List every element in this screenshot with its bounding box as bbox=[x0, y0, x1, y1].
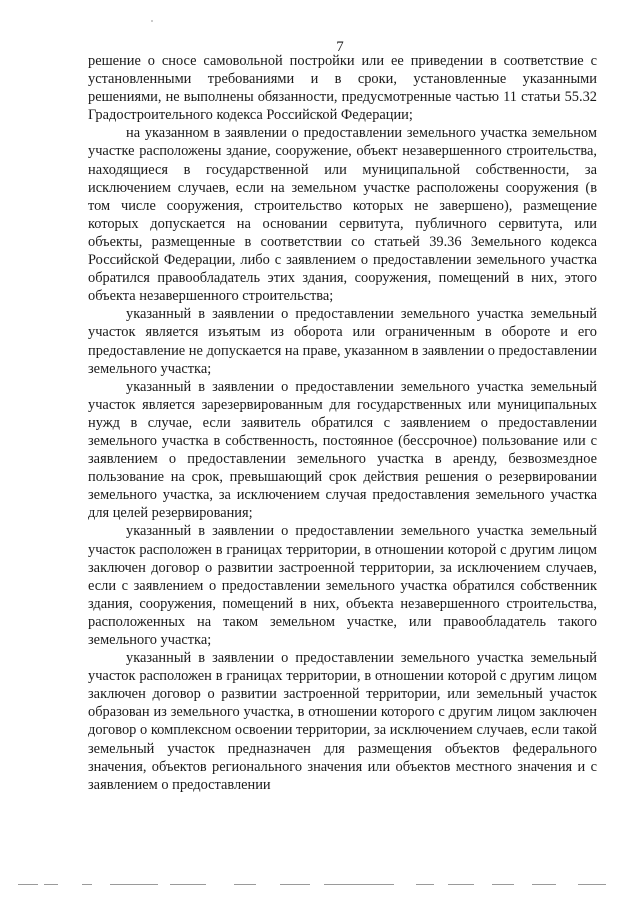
scan-artifact-line bbox=[18, 884, 628, 888]
paragraph-5: указанный в заявлении о предоставлении земельного участка земельный участок расположен в границах территории, в отношении которой с другим лицом заключен договор о развитии застроенной территории, за исключением случаев, если с заявлением о предоставлении земельного участка обратился собственник здания, сооружения, помещений в них, объекта незавершенного строительства, расположенных на таком земельном участке, или правообладатель такого земельного участка; bbox=[88, 523, 597, 648]
page-number: 7 bbox=[336, 39, 344, 55]
paragraph-1: решение о сносе самовольной постройки или ее приведении в соответствие с установленными требованиями и в сроки, установленные указанными решениями, не выполнены обязанности, предусмотренные частью 11 статьи 55.32 Градостроительного кодекса Российской Федерации; bbox=[88, 53, 597, 124]
paragraph-3: указанный в заявлении о предоставлении земельного участка земельный участок является изъятым из оборота или ограниченным в обороте и его предоставление не допускается на праве, указанном в заявлении о предоставлении земельного участка; bbox=[88, 306, 597, 377]
document-body bbox=[88, 52, 597, 794]
paragraph-2: на указанном в заявлении о предоставлении земельного участка земельном участке расположены здание, сооружение, объект незавершенного строительства, находящиеся в государственной или муниципальной собственности, за исключением случаев, если на земельном участке расположены сооружения (в том числе сооружения, строительство которых не завершено), размещение которых допускается на основании сервитута, публичного сервитута, или объекты, размещенные в соответствии со статьей 39.36 Земельного кодекса Российской Федерации, либо с заявлением о предоставлении земельного участка обратился правообладатель этих здания, сооружения, помещений в них, этого объекта незавершенного строительства; bbox=[88, 125, 597, 305]
paragraph-6: указанный в заявлении о предоставлении земельного участка земельный участок расположен в границах территории, в отношении которой с другим лицом заключен договор о развитии застроенной территории, или земельный участок образован из земельного участка, в отношении которого с другим лицом заключен договор о комплексном освоении территории, за исключением случаев, если такой земельный участок предназначен для размещения объектов федерального значения, объектов регионального значения или объектов местного значения и с заявлением о предоставлении bbox=[88, 650, 597, 793]
paragraph-4: указанный в заявлении о предоставлении земельного участка земельный участок является зарезервированным для государственных или муниципальных нужд в случае, если заявитель обратился с заявлением о предоставлении земельного участка в собственность, постоянное (бессрочное) пользование или с заявлением о предоставлении земельного участка в аренду, безвозмездное пользование на срок, превышающий срок действия решения о резервировании земельного участка, за исключением случая предоставления земельного участка для целей резервирования; bbox=[88, 378, 597, 522]
scan-speck bbox=[151, 20, 153, 22]
